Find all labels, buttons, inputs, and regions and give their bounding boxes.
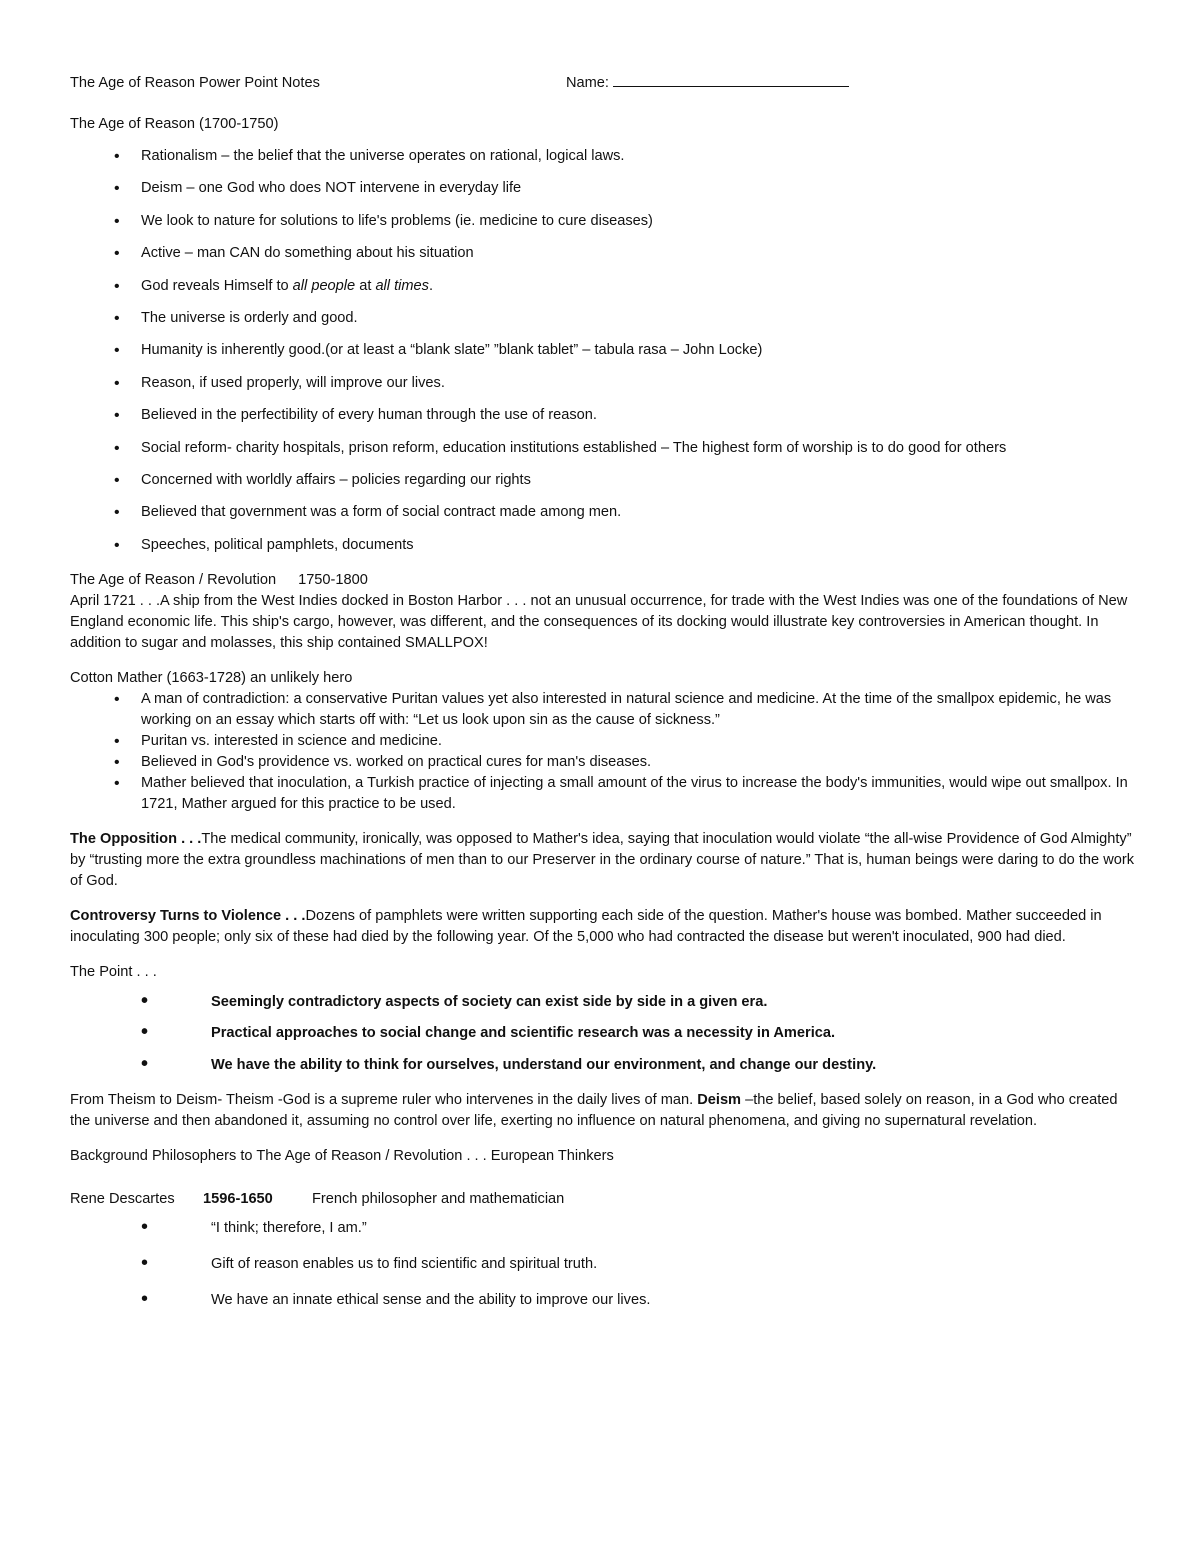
list-item: • Believed in God's providence vs. worked on practical cures for man's diseases.	[70, 752, 1140, 773]
list-item	[70, 276, 1140, 297]
list-item: • Active – man CAN do something about his situation	[70, 243, 1140, 264]
theism-text: -God is a supreme ruler who intervenes in the daily lives of man.	[273, 1091, 698, 1108]
list-item: • We have the ability to think for ourselves, understand our environment, and change our destiny.	[70, 1055, 1140, 1076]
cotton-mather-title: Cotton Mather (1663-1728) an unlikely hero	[70, 669, 353, 686]
violence-lead: Controversy Turns to Violence . . .	[70, 907, 306, 924]
list-item: • Seemingly contradictory aspects of society can exist side by side in a given era.	[70, 992, 1140, 1013]
list-item: • “I think; therefore, I am.”	[70, 1218, 1140, 1239]
opposition-paragraph	[70, 829, 1140, 892]
violence-text: Dozens of pamphlets were written supporting each side of the question. Mather's house was bombed. Mather succeeded in inoculating 300 people; only six of these had died by the following year. Of the 5,000 who had contracted the disease but weren't inoculated, 900 had died.	[70, 907, 1102, 945]
list-item-text: at	[355, 277, 376, 294]
theism-deism-paragraph	[70, 1090, 1140, 1132]
header	[70, 72, 1140, 93]
list-item: • Puritan vs. interested in science and medicine.	[70, 731, 1140, 752]
section-revolution-dates: 1750-1800	[298, 571, 368, 588]
the-point-list	[70, 992, 1140, 1076]
violence-paragraph	[70, 906, 1140, 948]
list-item: • We look to nature for solutions to life's problems (ie. medicine to cure diseases)	[70, 211, 1140, 232]
opposition-text: The medical community, ironically, was opposed to Mather's idea, saying that inoculation would violate “the all-wise Providence of God Almighty” by “trusting more the extra groundless machinations of men than to our Preserver in the ordinary course of nature.” That is, human beings were daring to do the work of God.	[70, 830, 1135, 889]
list-item-text: God reveals Himself to	[141, 277, 293, 294]
background-philosophers-title: Background Philosophers to The Age of Reason / Revolution . . . European Thinkers	[70, 1147, 614, 1164]
deism-text: –the belief, based solely on reason, in a God who created the universe and then abandoned it, assuming no control over life, exerting no influence on natural phenomena, and giving no supernatural revelation.	[70, 1091, 1118, 1129]
the-point-title: The Point . . .	[70, 963, 157, 980]
list-item: • We have an innate ethical sense and the ability to improve our lives.	[70, 1290, 1140, 1311]
cotton-mather-list	[70, 689, 1140, 815]
list-item: • A man of contradiction: a conservative Puritan values yet also interested in natural science and medicine. At the time of the smallpox epidemic, he was working on an essay which starts off with: “Let us look upon sin as the cause of sickness.”	[70, 689, 1140, 731]
list-item: • Believed in the perfectibility of every human through the use of reason.	[70, 405, 1140, 426]
list-item-text: .	[428, 277, 434, 294]
list-item: • Deism – one God who does NOT intervene in everyday life	[70, 178, 1140, 199]
document-title: The Age of Reason Power Point Notes	[70, 75, 320, 91]
name-blank-line	[613, 72, 849, 87]
list-item: • Social reform- charity hospitals, prison reform, education institutions established – The highest form of worship is to do good for others	[70, 438, 1140, 459]
descartes-heading	[70, 1189, 1140, 1210]
opposition-lead: The Opposition . . .	[70, 830, 202, 847]
list-item: • The universe is orderly and good.	[70, 308, 1140, 329]
list-item: • Humanity is inherently good.(or at least a “blank slate” ”blank tablet” – tabula rasa – John Locke)	[70, 340, 1140, 361]
name-label: Name:	[566, 75, 609, 91]
italic-text: all times	[375, 277, 429, 294]
list-item: • Gift of reason enables us to find scientific and spiritual truth.	[70, 1254, 1140, 1275]
section-revolution-title	[70, 570, 1140, 591]
descartes-description: French philosopher and mathematician	[312, 1190, 565, 1207]
list-item: • Believed that government was a form of social contract made among men.	[70, 502, 1140, 523]
age-of-reason-list	[70, 146, 1140, 556]
italic-text: all people	[292, 277, 356, 294]
list-item: • Speeches, political pamphlets, documents	[70, 535, 1140, 556]
list-item: • Practical approaches to social change and scientific research was a necessity in America.	[70, 1023, 1140, 1044]
list-item: • Mather believed that inoculation, a Turkish practice of injecting a small amount of the virus to increase the body's immunities, would wipe out smallpox. In 1721, Mather argued for this practice to be used.	[70, 773, 1140, 815]
descartes-name: Rene Descartes	[70, 1190, 175, 1207]
descartes-dates: 1596-1650	[203, 1190, 273, 1207]
section-revolution-label: The Age of Reason / Revolution	[70, 571, 277, 588]
list-item: • Reason, if used properly, will improve our lives.	[70, 373, 1140, 394]
descartes-list	[70, 1218, 1140, 1311]
deism-word: Deism	[697, 1091, 742, 1108]
document-page	[70, 72, 1140, 1321]
list-item: • Rationalism – the belief that the universe operates on rational, logical laws.	[70, 146, 1140, 167]
smallpox-paragraph: April 1721 . . .A ship from the West Indies docked in Boston Harbor . . . not an unusual occurrence, for trade with the West Indies was one of the foundations of New England economic life. This ship's cargo, however, was different, and the consequences of its docking would illustrate key controversies in American thought. In addition to sugar and molasses, this ship contained SMALLPOX!	[70, 592, 1128, 651]
section-age-of-reason-title: The Age of Reason (1700-1750)	[70, 116, 279, 132]
theism-deism-lead: From Theism to Deism- Theism	[70, 1091, 274, 1108]
list-item: • Concerned with worldly affairs – policies regarding our rights	[70, 470, 1140, 491]
